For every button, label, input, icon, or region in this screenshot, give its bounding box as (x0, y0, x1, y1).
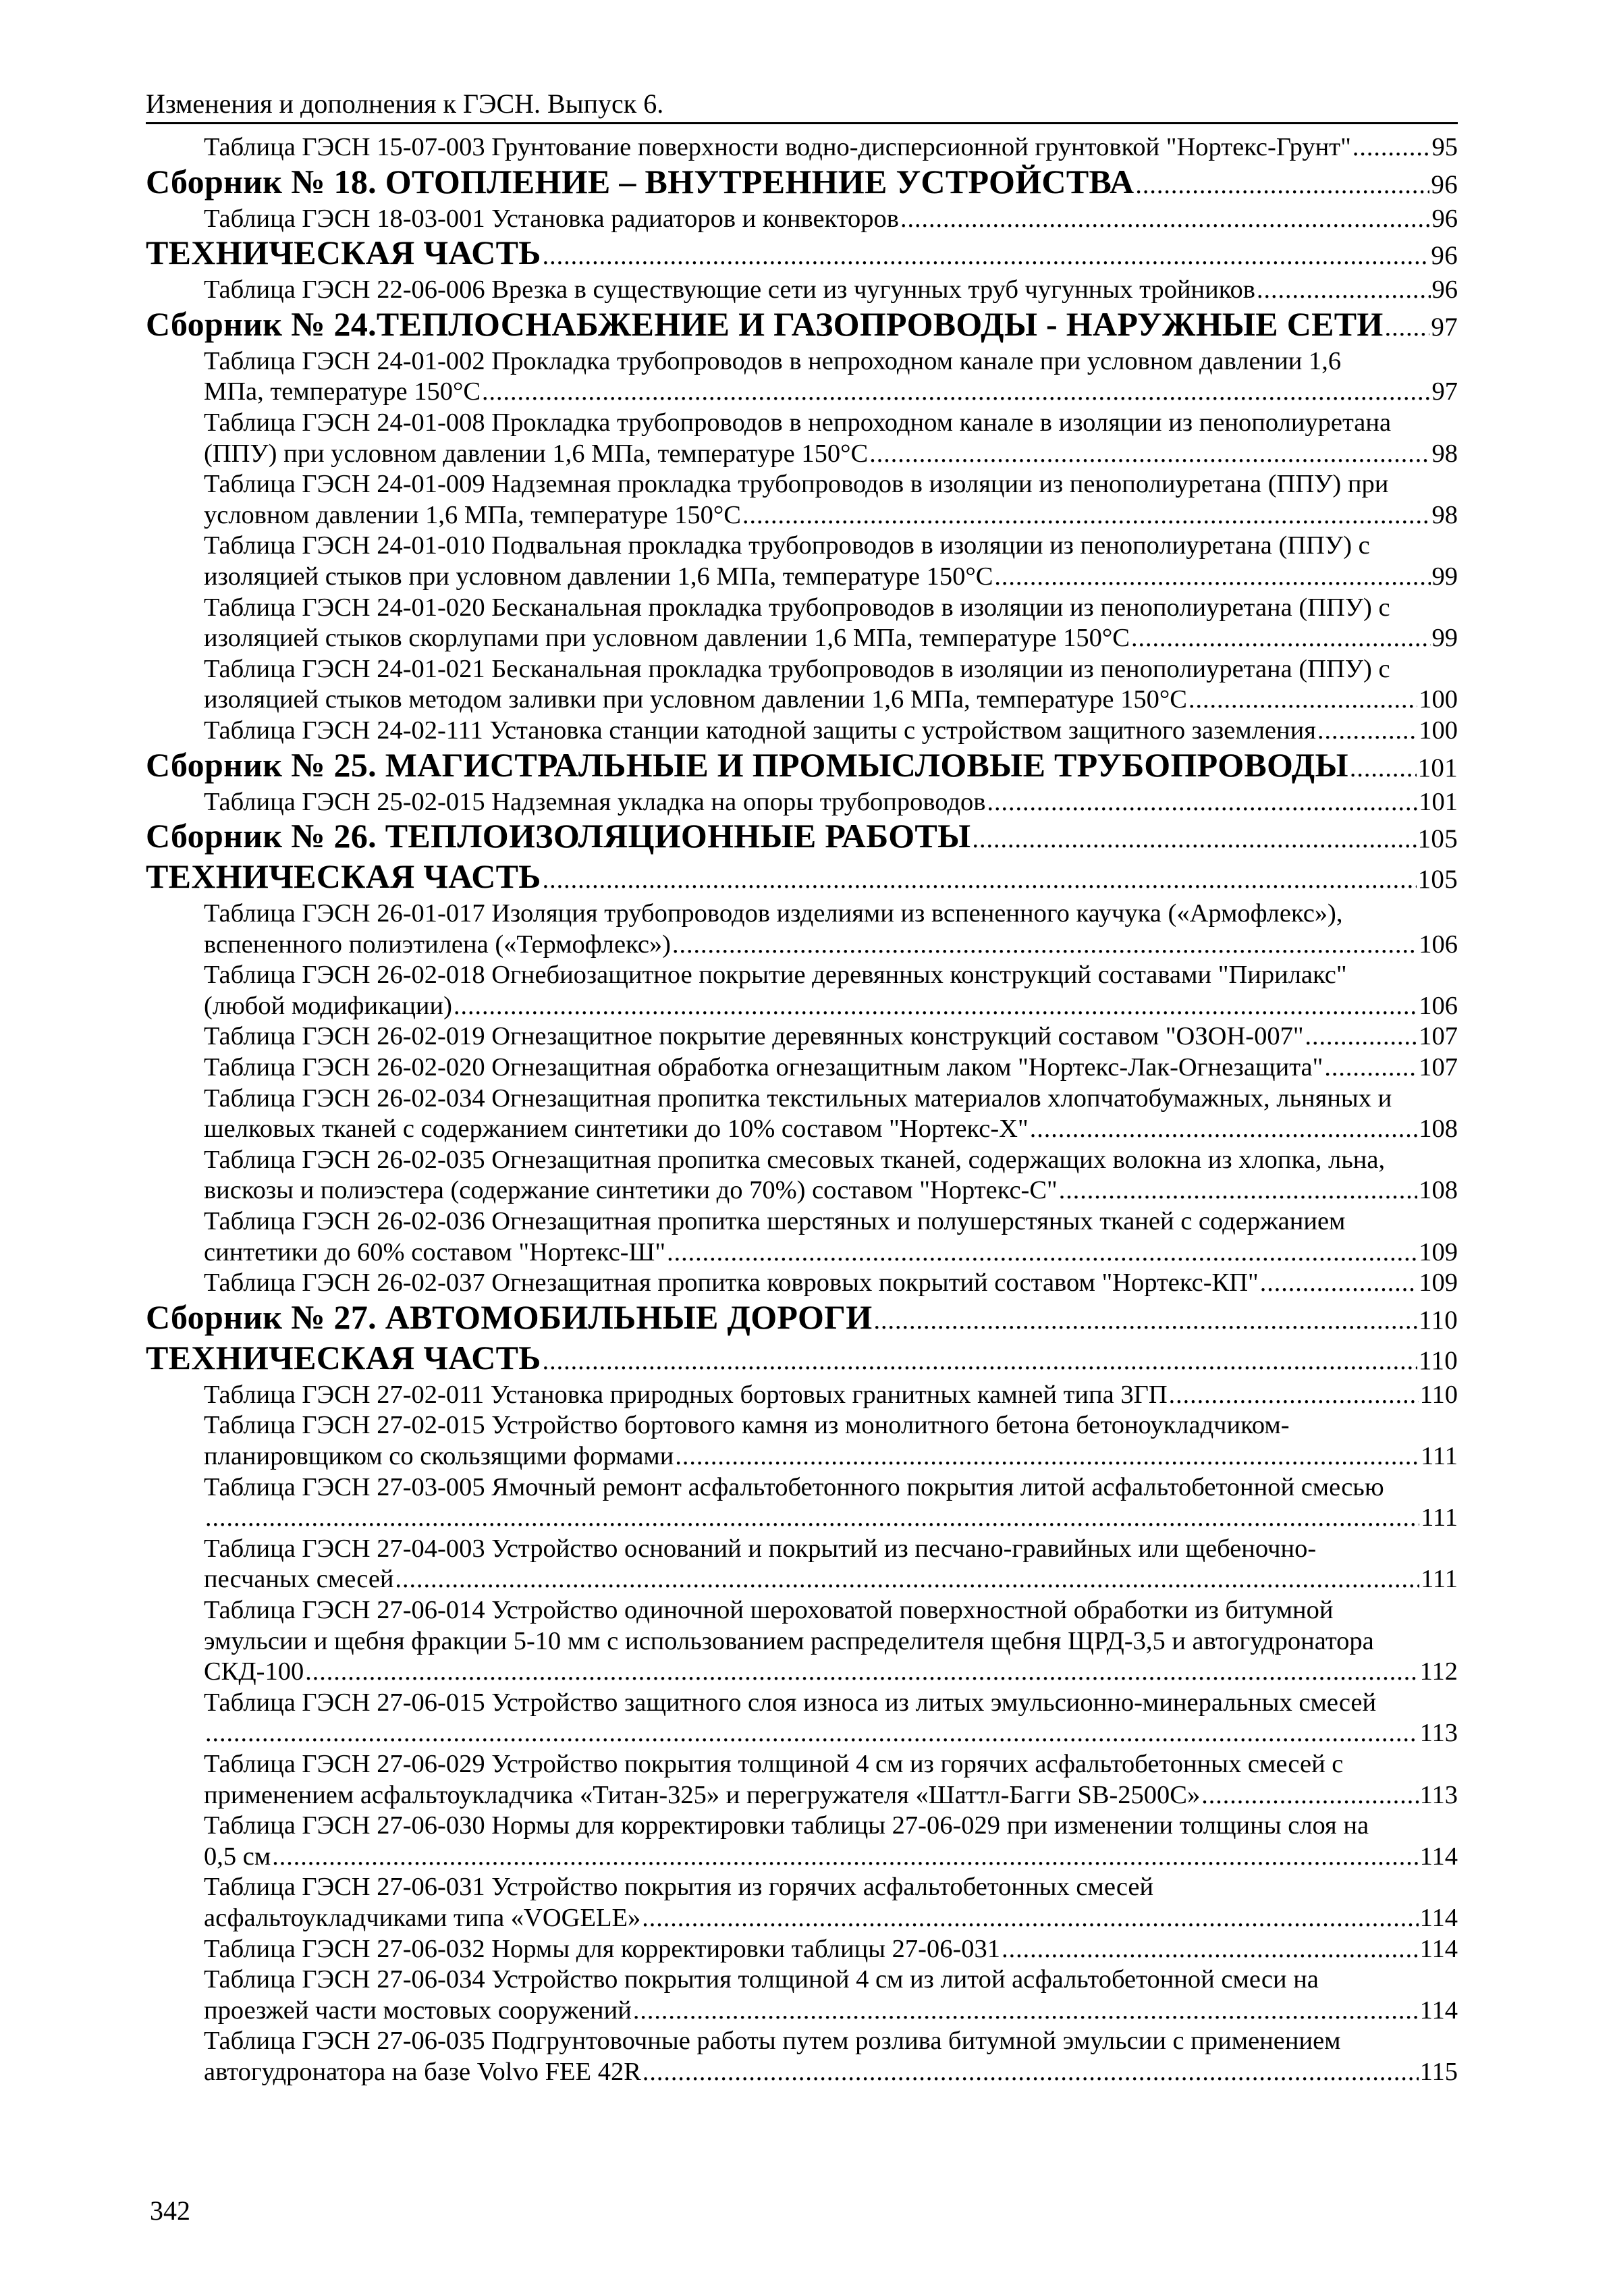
toc-entry (146, 1206, 1458, 1268)
toc-page-number: 113 (1419, 1780, 1458, 1809)
toc-page-number: 114 (1419, 1996, 1458, 2025)
dot-leader (1350, 750, 1417, 787)
toc-page-number: 99 (1431, 624, 1458, 653)
dot-leader (272, 1842, 1418, 1873)
toc-heading-title: Сборник № 18. ОТОПЛЕНИЕ – ВНУТРЕННИЕ УСТРОЙСТВА (146, 162, 1134, 201)
toc-entry-text-line: Таблица ГЭСН 27-06-014 Устройство одиночной шероховатой поверхностной обработки из битумной (204, 1595, 1334, 1624)
toc-entry (146, 1749, 1458, 1811)
toc-entry-text-line: Таблица ГЭСН 24-01-020 Бесканальная прокладка трубопроводов в изоляции из пенополиуретана (ППУ) с (204, 593, 1390, 622)
dot-leader (1260, 1268, 1418, 1299)
toc-entry (146, 132, 1458, 163)
toc-entry-text: планировщиком со скользящими формами (204, 1442, 674, 1470)
toc-entry (146, 1410, 1458, 1472)
toc-entry-text-line: Таблица ГЭСН 27-02-015 Устройство бортового камня из монолитного бетона бетоноукладчиком- (204, 1411, 1290, 1440)
toc-heading-line (146, 747, 1458, 787)
header-rule (146, 122, 1458, 124)
toc-entry-text: асфальтоукладчиками типа «VOGELE» (204, 1903, 641, 1932)
toc-page-number: 111 (1421, 1503, 1458, 1532)
toc-heading (146, 234, 1458, 275)
toc-entry-text-line: Таблица ГЭСН 27-06-035 Подгрунтовочные работы путем розлива битумной эмульсии с применением (204, 2027, 1341, 2056)
toc-page-number: 109 (1419, 1237, 1458, 1266)
toc-heading (146, 858, 1458, 899)
dot-leader (1169, 1380, 1419, 1411)
toc-entry (146, 1872, 1458, 1933)
dot-leader (1135, 167, 1429, 204)
toc-entry-text-line: Таблица ГЭСН 26-02-034 Огнезащитная пропитка текстильных материалов хлопчатобумажных, льняных и (204, 1084, 1392, 1113)
toc-entry-last-line (204, 1021, 1458, 1052)
toc-entry-last-line (204, 1268, 1458, 1299)
dot-leader (1002, 1934, 1419, 1965)
running-header: Изменения и дополнения к ГЭСН. Выпуск 6. (146, 88, 664, 119)
dot-leader (994, 562, 1430, 593)
toc-heading-line (146, 1339, 1458, 1380)
toc-page-number: 115 (1419, 2057, 1458, 2086)
dot-leader (543, 861, 1417, 899)
dot-leader (482, 377, 1430, 408)
dot-leader (633, 1996, 1419, 2027)
toc-entry-text: вискозы и полиэстера (содержание синтетики до 70%) составом "Нортекс-С" (204, 1176, 1058, 1205)
toc-page-number: 111 (1421, 1442, 1458, 1470)
toc-entry-text: Таблица ГЭСН 22-06-006 Врезка в существующие сети из чугунных труб чугунных тройников (204, 275, 1255, 304)
toc-page-number: 101 (1419, 787, 1458, 816)
toc-entry-text-line: Таблица ГЭСН 27-06-015 Устройство защитного слоя износа из литых эмульсионно-минеральных смесей (204, 1688, 1377, 1717)
toc-entry-text-line: Таблица ГЭСН 27-06-034 Устройство покрытия толщиной 4 см из литой асфальтобетонной смеси на (204, 1965, 1319, 1994)
toc-entry (146, 1688, 1458, 1749)
toc-entry-text: вспененного полиэтилена («Термофлекс») (204, 930, 672, 959)
dot-leader (395, 1564, 1420, 1595)
toc-entry (146, 531, 1458, 592)
toc-entry-last-line (204, 132, 1458, 163)
toc-entry (146, 275, 1458, 306)
dot-leader (672, 930, 1417, 961)
toc-heading-title: Сборник № 26. ТЕПЛОИЗОЛЯЦИОННЫЕ РАБОТЫ (146, 817, 971, 855)
toc-entry-text: изоляцией стыков методом заливки при условном давлении 1,6 МПа, температуре 150°С (204, 685, 1187, 714)
toc-entry (146, 1145, 1458, 1206)
toc-page-number: 105 (1417, 824, 1458, 854)
toc-page-number: 105 (1417, 865, 1458, 895)
toc-heading-line (146, 306, 1458, 346)
toc-entry (146, 346, 1458, 408)
dot-leader (1352, 132, 1431, 163)
toc-entry-text: изоляцией стыков при условном давлении 1,6 МПа, температуре 150°С (204, 562, 993, 591)
toc-page-number: 107 (1419, 1022, 1458, 1051)
toc-entry-text: (любой модификации) (204, 991, 452, 1020)
toc-entry-text-line: Таблица ГЭСН 27-04-003 Устройство оснований и покрытий из песчано-гравийных или щебеночно- (204, 1534, 1317, 1563)
toc-page-number: 110 (1419, 1305, 1458, 1335)
toc-entry (146, 1934, 1458, 1965)
dot-leader (454, 991, 1417, 1022)
toc-entry-text: шелковых тканей с содержанием синтетики до 10% составом "Нортекс-Х" (204, 1115, 1029, 1144)
toc-entry-text: применением асфальтоукладчика «Титан-325» и перегружателя «Шаттл-Багги SB-2500С» (204, 1780, 1201, 1809)
toc-entry-last-line (204, 1175, 1458, 1206)
toc-entry-last-line (204, 787, 1458, 818)
toc-page-number: 99 (1431, 562, 1458, 591)
toc-entry-last-line (204, 1237, 1458, 1269)
dot-leader (543, 238, 1430, 275)
toc-entry (146, 204, 1458, 235)
dot-leader (1317, 716, 1417, 747)
toc-heading (146, 1339, 1458, 1380)
toc-page-number: 114 (1419, 1934, 1458, 1963)
toc-entry-last-line (204, 1842, 1458, 1873)
dot-leader (742, 500, 1431, 531)
toc-entry-text-line: Таблица ГЭСН 24-01-010 Подвальная прокладка трубопроводов в изоляции из пенополиуретана (ППУ) с (204, 531, 1370, 560)
toc-entry-last-line (204, 1503, 1458, 1534)
toc-entry-last-line (204, 1564, 1458, 1595)
toc-page-number: 109 (1419, 1269, 1458, 1298)
toc-entry-text: синтетики до 60% составом "Нортекс-Ш" (204, 1237, 666, 1266)
toc-entry (146, 654, 1458, 716)
toc-entry-text: Таблица ГЭСН 15-07-003 Грунтование поверхности водно-дисперсионной грунтовкой "Нортекс-Грунт" (204, 133, 1351, 161)
toc-entry-text: 0,5 см (204, 1842, 271, 1871)
toc-page-number: 96 (1431, 204, 1458, 233)
toc-heading (146, 747, 1458, 787)
toc-entry-text-line: Таблица ГЭСН 27-03-005 Ямочный ремонт асфальтобетонного покрытия литой асфальтобетонной смесью (204, 1472, 1384, 1501)
dot-leader (1257, 275, 1431, 306)
dot-leader (1385, 309, 1430, 346)
dot-leader (1201, 1780, 1418, 1811)
toc-entry-text-line: Таблица ГЭСН 24-01-008 Прокладка трубопроводов в непроходном канале в изоляции из пенополиуретана (204, 408, 1392, 437)
toc-entry-last-line (204, 1718, 1458, 1749)
toc-entry (146, 1380, 1458, 1411)
toc-entry (146, 1052, 1458, 1084)
toc-entry-last-line (204, 1441, 1458, 1472)
toc-entry-last-line (204, 716, 1458, 747)
toc-page-number: 97 (1431, 312, 1458, 342)
toc-entry-text: условном давлении 1,6 МПа, температуре 150°С (204, 500, 741, 529)
dot-leader (643, 2057, 1419, 2088)
toc-entry (146, 1811, 1458, 1872)
toc-entry-text: МПа, температуре 150°С (204, 377, 481, 406)
toc-page-number: 106 (1419, 930, 1458, 959)
dot-leader (873, 1302, 1417, 1339)
toc-heading-line (146, 858, 1458, 899)
toc-entry (146, 469, 1458, 531)
toc-entry-last-line (204, 991, 1458, 1022)
toc-entry-last-line (204, 1934, 1458, 1965)
toc-entry (146, 1595, 1458, 1688)
toc-entry-text-line: Таблица ГЭСН 26-02-035 Огнезащитная пропитка смесовых тканей, содержащих волокна из хлопка, льна, (204, 1145, 1386, 1174)
dot-leader (972, 821, 1416, 858)
dot-leader (1059, 1175, 1418, 1206)
toc-entry (146, 1534, 1458, 1595)
toc-page-number: 111 (1421, 1565, 1458, 1594)
toc-entry-text-line: эмульсии и щебня фракции 5-10 мм с использованием распределителя щебня ЩРД-3,5 и автогудронатора (204, 1626, 1374, 1655)
toc-heading-title: ТЕХНИЧЕСКАЯ ЧАСТЬ (146, 234, 541, 272)
toc-entry-last-line (204, 1052, 1458, 1084)
toc-heading-line (146, 163, 1458, 204)
toc-entry-text: СКД-100 (204, 1657, 304, 1686)
toc-entry (146, 960, 1458, 1021)
toc-entry-text: проезжей части мостовых сооружений (204, 1996, 632, 2025)
toc-page-number: 100 (1419, 716, 1458, 745)
toc-page-number: 100 (1419, 685, 1458, 714)
toc-page-number: 96 (1431, 275, 1458, 304)
toc-page-number: 106 (1419, 991, 1458, 1020)
toc-entry-text: автогудронатора на базе Volvo FEE 42R (204, 2057, 641, 2086)
toc-entry-text: Таблица ГЭСН 26-02-037 Огнезащитная пропитка ковровых покрытий составом "Нортекс-КП" (204, 1269, 1259, 1298)
toc-page-number: 96 (1431, 169, 1458, 199)
dot-leader (900, 204, 1431, 235)
toc-entry-last-line (204, 1657, 1458, 1688)
dot-leader (675, 1441, 1419, 1472)
toc-entry (146, 1472, 1458, 1534)
toc-heading-title: Сборник № 27. АВТОМОБИЛЬНЫЕ ДОРОГИ (146, 1298, 873, 1336)
toc-page-number: 108 (1419, 1115, 1458, 1144)
dot-leader (667, 1237, 1417, 1269)
toc-heading (146, 163, 1458, 204)
toc-entry-text-line: Таблица ГЭСН 27-06-030 Нормы для корректировки таблицы 27-06-029 при изменении толщины слоя на (204, 1811, 1369, 1840)
dot-leader (642, 1903, 1418, 1934)
toc-entry-text: изоляцией стыков скорлупами при условном давлении 1,6 МПа, температуре 150°С (204, 624, 1130, 653)
dot-leader (1188, 685, 1417, 716)
toc-entry (146, 1021, 1458, 1052)
toc-entry-last-line (204, 275, 1458, 306)
toc-entry-last-line (204, 377, 1458, 408)
toc-entry (146, 899, 1458, 960)
dot-leader (543, 1343, 1417, 1380)
toc-heading-line (146, 818, 1458, 858)
toc-entry-text: Таблица ГЭСН 26-02-019 Огнезащитное покрытие деревянных конструкций составом "ОЗОН-007" (204, 1022, 1304, 1051)
toc-entry-text: песчаных смесей (204, 1565, 394, 1594)
toc-page-number: 98 (1431, 439, 1458, 468)
toc-entry-text: Таблица ГЭСН 24-02-111 Установка станции катодной защиты с устройством защитного заземления (204, 716, 1316, 745)
toc-entry-last-line (204, 204, 1458, 235)
toc-entry-last-line (204, 1114, 1458, 1145)
dot-leader (1030, 1114, 1418, 1145)
toc-entry-last-line (204, 1903, 1458, 1934)
page-number: 342 (150, 2195, 190, 2226)
toc-heading (146, 1299, 1458, 1339)
toc-heading-title: ТЕХНИЧЕСКАЯ ЧАСТЬ (146, 1338, 541, 1377)
toc-page-number: 96 (1431, 241, 1458, 271)
toc-entry-last-line (204, 562, 1458, 593)
toc-page-number: 101 (1417, 753, 1458, 782)
dot-leader (1131, 623, 1431, 654)
dot-leader (205, 1718, 1419, 1749)
toc-entry-text-line: Таблица ГЭСН 26-02-036 Огнезащитная пропитка шерстяных и полушерстяных тканей с содержанием (204, 1207, 1346, 1236)
toc-page-number: 114 (1419, 1842, 1458, 1871)
toc-entry-last-line (204, 1996, 1458, 2027)
toc-entry-last-line (204, 500, 1458, 531)
toc-page-number: 112 (1419, 1657, 1458, 1686)
toc-entry-text: Таблица ГЭСН 27-02-011 Установка природных бортовых гранитных камней типа 3ГП (204, 1380, 1168, 1409)
toc-page-number: 98 (1431, 500, 1458, 529)
toc-page-number: 107 (1419, 1053, 1458, 1082)
toc-heading-line (146, 1299, 1458, 1339)
toc-entry-text: Таблица ГЭСН 27-06-032 Нормы для корректировки таблицы 27-06-031 (204, 1934, 1001, 1963)
table-of-contents (146, 132, 1458, 2087)
toc-heading (146, 818, 1458, 858)
toc-heading-title: Сборник № 25. МАГИСТРАЛЬНЫЕ И ПРОМЫСЛОВЫЕ ТРУБОПРОВОДЫ (146, 745, 1348, 784)
toc-entry-text-line: Таблица ГЭСН 26-01-017 Изоляция трубопроводов изделиями из вспененного каучука («Армофлекс»), (204, 899, 1343, 928)
toc-page-number: 110 (1419, 1380, 1458, 1409)
toc-entry (146, 1268, 1458, 1299)
toc-entry-text: (ППУ) при условном давлении 1,6 МПа, температуре 150°С (204, 439, 869, 468)
toc-entry-text-line: Таблица ГЭСН 27-06-029 Устройство покрытия толщиной 4 см из горячих асфальтобетонных смесей с (204, 1749, 1344, 1778)
toc-entry-last-line (204, 930, 1458, 961)
toc-page-number: 97 (1431, 377, 1458, 406)
toc-page-number: 110 (1419, 1345, 1458, 1375)
toc-entry (146, 408, 1458, 469)
toc-entry (146, 2026, 1458, 2087)
dot-leader (987, 787, 1417, 818)
toc-page-number: 113 (1419, 1719, 1458, 1748)
toc-entry-text-line: Таблица ГЭСН 27-06-031 Устройство покрытия из горячих асфальтобетонных смесей (204, 1873, 1154, 1902)
toc-entry-text-line: Таблица ГЭСН 24-01-021 Бесканальная прокладка трубопроводов в изоляции из пенополиуретана (ППУ) с (204, 654, 1390, 683)
toc-entry-last-line (204, 2057, 1458, 2088)
dot-leader (869, 439, 1430, 470)
toc-entry (146, 716, 1458, 747)
toc-heading-line (146, 234, 1458, 275)
toc-entry-text-line: Таблица ГЭСН 26-02-018 Огнебиозащитное покрытие деревянных конструкций составами "Пирилакс" (204, 961, 1347, 990)
toc-entry-last-line (204, 623, 1458, 654)
toc-entry (146, 1965, 1458, 2026)
toc-entry-last-line (204, 1780, 1458, 1811)
toc-entry-text: Таблица ГЭСН 18-03-001 Установка радиаторов и конвекторов (204, 204, 899, 233)
dot-leader (1324, 1052, 1417, 1084)
toc-entry (146, 1084, 1458, 1145)
toc-heading-title: ТЕХНИЧЕСКАЯ ЧАСТЬ (146, 857, 541, 896)
toc-page-number: 108 (1419, 1176, 1458, 1205)
toc-page-number: 114 (1419, 1903, 1458, 1932)
toc-entry (146, 787, 1458, 818)
dot-leader (305, 1657, 1418, 1688)
toc-entry-last-line (204, 685, 1458, 716)
toc-entry (146, 593, 1458, 654)
toc-heading-title: Сборник № 24.ТЕПЛОСНАБЖЕНИЕ И ГАЗОПРОВОДЫ - НАРУЖНЫЕ СЕТИ (146, 304, 1384, 343)
toc-entry-text-line: Таблица ГЭСН 24-01-009 Надземная прокладка трубопроводов в изоляции из пенополиуретана (ППУ) при (204, 470, 1389, 499)
toc-entry-last-line (204, 1380, 1458, 1411)
dot-leader (1305, 1021, 1418, 1052)
toc-entry-text: Таблица ГЭСН 25-02-015 Надземная укладка на опоры трубопроводов (204, 787, 986, 816)
toc-page-number: 95 (1431, 133, 1458, 161)
toc-entry-text: Таблица ГЭСН 26-02-020 Огнезащитная обработка огнезащитным лаком "Нортекс-Лак-Огнезащита" (204, 1053, 1323, 1082)
dot-leader (205, 1503, 1419, 1534)
toc-entry-last-line (204, 439, 1458, 470)
toc-heading (146, 306, 1458, 346)
toc-entry-text-line: Таблица ГЭСН 24-01-002 Прокладка трубопроводов в непроходном канале при условном давлении 1,6 (204, 346, 1342, 375)
